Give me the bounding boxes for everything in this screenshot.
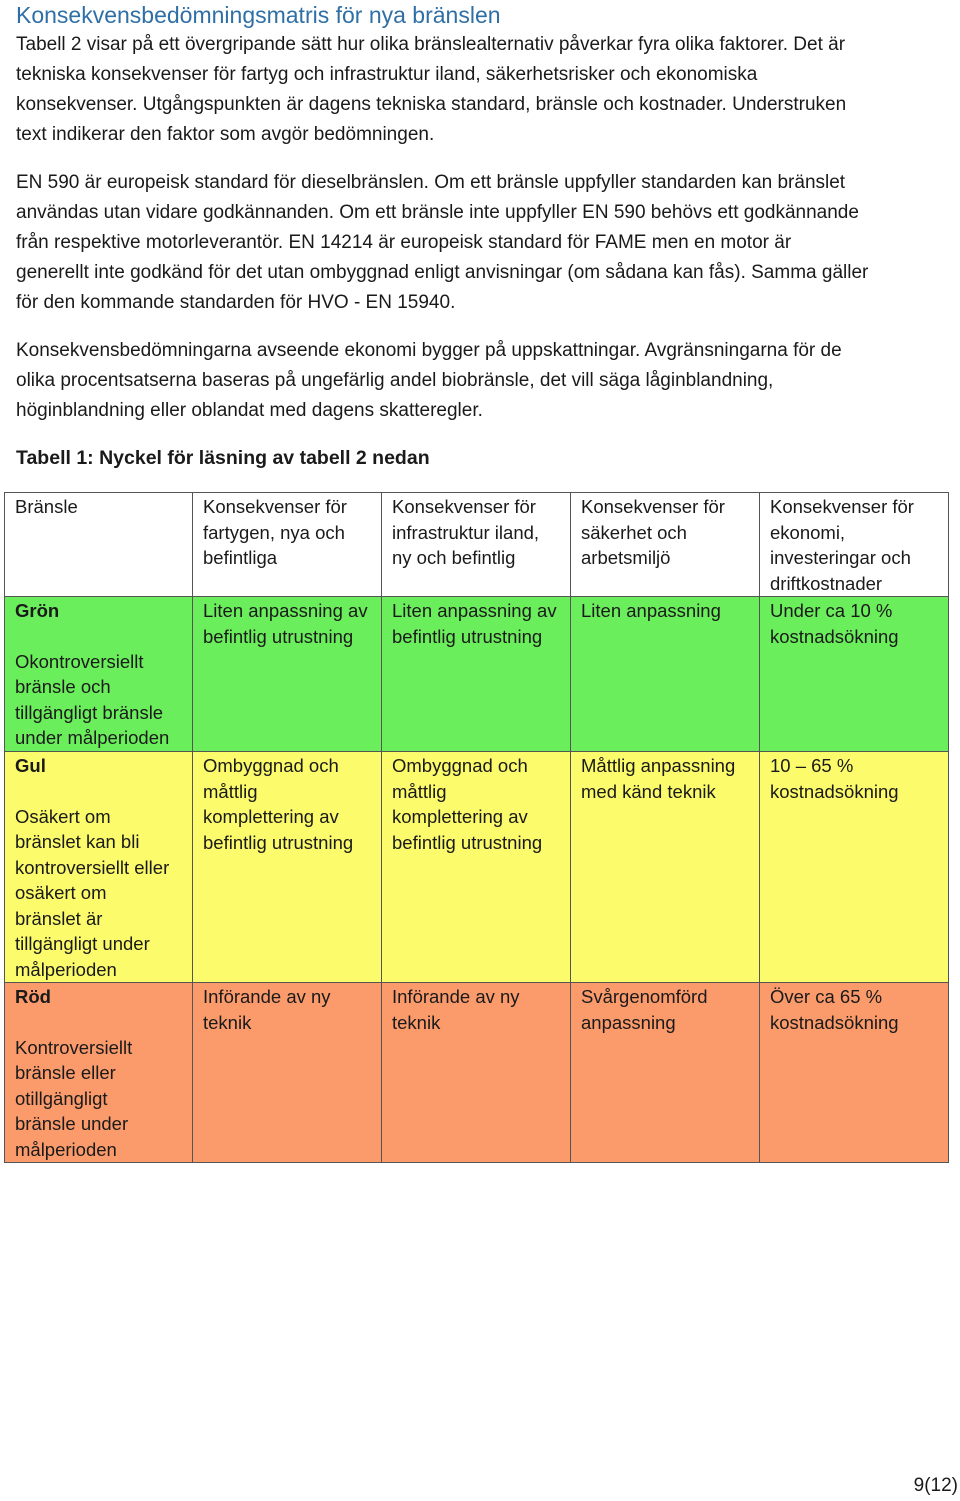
standards-paragraph	[16, 168, 960, 318]
text-line: från respektive motorleverantör. EN 14214 är europeisk standard för FAME men en motor är	[16, 232, 792, 253]
text-line: EN 590 är europeisk standard för dieselbränslen. Om ett bränsle uppfyller standarden kan bränslet	[16, 172, 846, 193]
economy-paragraph	[16, 336, 960, 426]
header-cell-safety: Konsekvenser för säkerhet och arbetsmiljö	[571, 493, 760, 597]
header-cell-fuel: Bränsle	[5, 493, 193, 597]
table-cell: Införande av ny teknik	[382, 983, 571, 1163]
table-cell: Måttlig anpassning med känd teknik	[571, 752, 760, 983]
table-cell: Införande av ny teknik	[193, 983, 382, 1163]
table-cell: Liten anpassning av befintlig utrustning	[193, 597, 382, 752]
category-cell: Röd Kontroversiellt bränsle eller otillgängligt bränsle under målperioden	[5, 983, 193, 1163]
text-line: höginblandning eller oblandat med dagens skatteregler.	[16, 400, 483, 421]
header-cell-infrastructure: Konsekvenser för infrastruktur iland, ny och befintlig	[382, 493, 571, 597]
consequence-key-table	[4, 492, 949, 1163]
table-header-row	[5, 493, 949, 597]
intro-paragraph	[16, 30, 960, 150]
text-line: Tabell 2 visar på ett övergripande sätt hur olika bränslealternativ påverkar fyra olika faktorer. Det är	[16, 34, 846, 55]
section-heading: Konsekvensbedömningsmatris för nya bränslen	[16, 2, 501, 28]
table-cell: Svårgenomförd anpassning	[571, 983, 760, 1163]
category-cell: Grön Okontroversiellt bränsle och tillgängligt bränsle under målperioden	[5, 597, 193, 752]
table-row-yellow	[5, 752, 949, 983]
table-row-green	[5, 597, 949, 752]
table-cell: Ombyggnad och måttlig komplettering av befintlig utrustning	[382, 752, 571, 983]
table-row-red	[5, 983, 949, 1163]
text-line: Konsekvensbedömningarna avseende ekonomi bygger på uppskattningar. Avgränsningarna för de	[16, 340, 842, 361]
table-cell: Ombyggnad och måttlig komplettering av befintlig utrustning	[193, 752, 382, 983]
text-line: användas utan vidare godkännanden. Om ett bränsle inte uppfyller EN 590 behövs ett godkännande	[16, 202, 859, 223]
table-title: Tabell 1: Nyckel för läsning av tabell 2 nedan	[16, 447, 430, 469]
table-cell: Liten anpassning	[571, 597, 760, 752]
header-cell-vessels: Konsekvenser för fartygen, nya och befintliga	[193, 493, 382, 597]
table-cell: Under ca 10 % kostnadsökning	[760, 597, 949, 752]
page-number: 9(12)	[913, 1475, 958, 1496]
text-line: för den kommande standarden för HVO - EN 15940.	[16, 292, 456, 313]
table-cell: Liten anpassning av befintlig utrustning	[382, 597, 571, 752]
text-line: konsekvenser. Utgångspunkten är dagens tekniska standard, bränsle och kostnader. Understruken	[16, 94, 847, 115]
table-cell: Över ca 65 % kostnadsökning	[760, 983, 949, 1163]
text-line: tekniska konsekvenser för fartyg och infrastruktur iland, säkerhetsrisker och ekonomiska	[16, 64, 758, 85]
text-line: olika procentsatserna baseras på ungefärlig andel biobränsle, det vill säga låginblandning,	[16, 370, 774, 391]
text-line: generellt inte godkänd för det utan ombyggnad enligt anvisningar (om sådana kan fås). Samma gäller	[16, 262, 869, 283]
header-cell-economy: Konsekvenser för ekonomi, investeringar och driftkostnader	[760, 493, 949, 597]
table-cell: 10 – 65 % kostnadsökning	[760, 752, 949, 983]
category-cell: Gul Osäkert om bränslet kan bli kontroversiellt eller osäkert om bränslet är tillgängligt under målperioden	[5, 752, 193, 983]
text-line: text indikerar den faktor som avgör bedömningen.	[16, 124, 435, 145]
